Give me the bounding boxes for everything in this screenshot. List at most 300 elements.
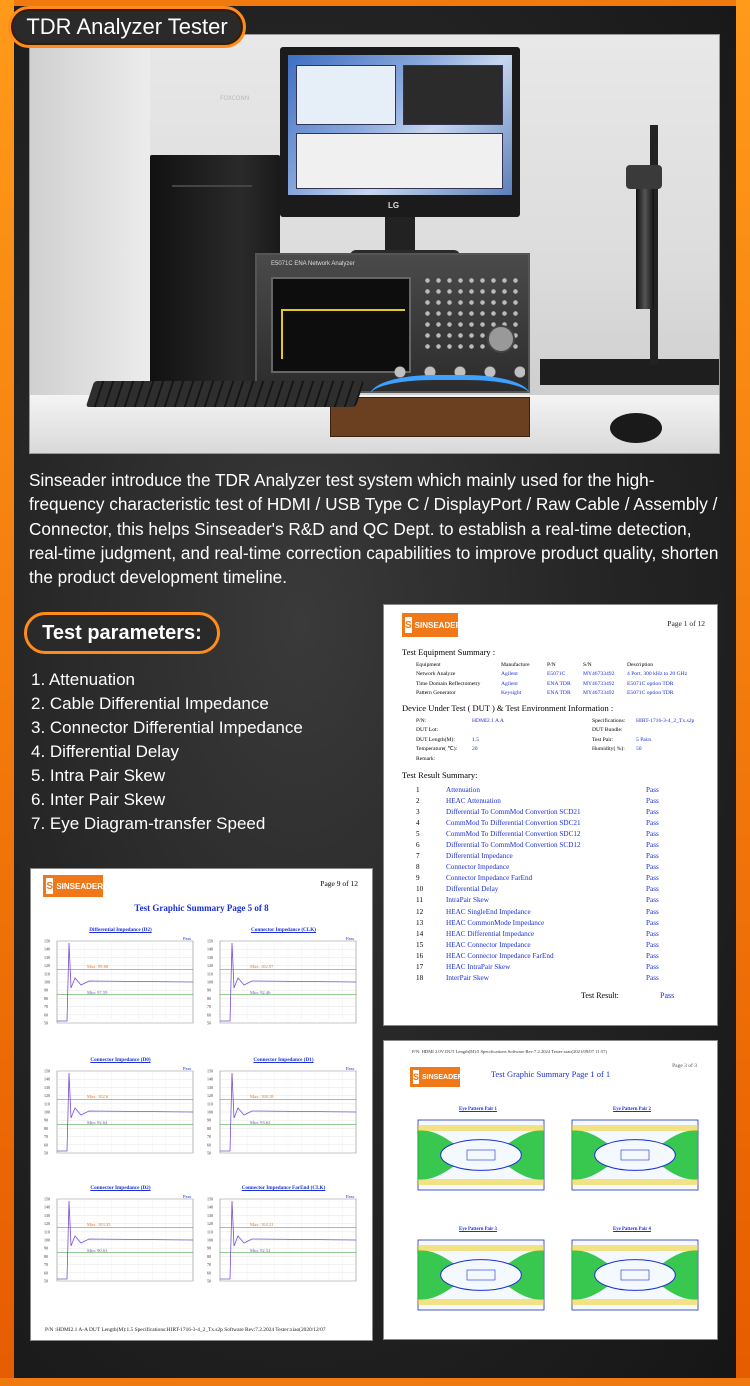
table-cell: Connector Impedance FarEnd — [446, 874, 533, 883]
frame-bottom — [0, 1378, 750, 1386]
y-tick-label: 140 — [44, 1204, 50, 1210]
y-tick-label: 100 — [44, 1237, 50, 1243]
eye-rail — [418, 1179, 544, 1185]
y-tick-label: 110 — [207, 1229, 213, 1235]
result-row — [414, 962, 684, 973]
y-tick-label: 90 — [207, 1117, 211, 1123]
y-tick-label: 100 — [44, 1109, 50, 1115]
pass-badge: Pass — [646, 918, 659, 927]
table-cell: Temperature( ℃): — [416, 746, 458, 753]
min-marker-label: Min: 93.62 — [250, 1120, 271, 1125]
eye-rail — [418, 1299, 544, 1305]
result-row — [414, 806, 684, 817]
table-cell: E5071C — [547, 671, 566, 678]
eye-diagram-title: Eye Pattern Pair 4 — [613, 1227, 651, 1232]
table-cell: IntraPair Skew — [446, 896, 489, 905]
max-marker-label: Max: 108.18 — [250, 1094, 274, 1099]
params-title: Test parameters: — [24, 612, 220, 654]
eye-diagram-title: Eye Pattern Pair 3 — [459, 1227, 497, 1232]
y-tick-label: 80 — [207, 1253, 211, 1259]
chart-plot — [206, 1065, 361, 1175]
y-tick-label: 140 — [207, 946, 213, 952]
result-row — [414, 895, 684, 906]
eye-diagram-title: Eye Pattern Pair 1 — [459, 1107, 497, 1112]
impedance-chart — [43, 1057, 198, 1177]
eye-opening — [595, 1260, 676, 1291]
report-header-line: P/N: HDMI 2.0V DUT Length(M):5 Specifications Software Rev:7.2.2024 Tester:xiao(2021/09/07 11:57) — [412, 1049, 607, 1054]
dut-heading: Device Under Test ( DUT ) & Test Environment Information : — [402, 703, 614, 713]
y-tick-label: 120 — [207, 1221, 213, 1227]
table-cell: 4 Port, 300 kHz to 20 GHz — [627, 671, 688, 678]
eye-plot — [562, 1234, 702, 1334]
monitor-brand: LG — [388, 201, 400, 210]
y-tick-label: 120 — [207, 963, 213, 969]
equipment-table — [414, 660, 705, 698]
table-row — [414, 689, 705, 699]
chart-plot — [206, 935, 361, 1045]
pass-badge: Pass — [646, 974, 659, 983]
result-row — [414, 884, 684, 895]
result-row — [414, 795, 684, 806]
eye-plot — [408, 1114, 548, 1214]
eye-rail — [572, 1299, 698, 1305]
y-tick-label: 90 — [44, 1117, 48, 1123]
y-tick-label: 100 — [207, 1109, 213, 1115]
frame-left — [0, 0, 14, 1386]
table-row — [414, 670, 705, 680]
table-cell: 3 — [416, 807, 420, 816]
result-row — [414, 928, 684, 939]
table-row — [414, 745, 696, 755]
pass-badge: Pass — [646, 907, 659, 916]
equipment-photo — [29, 34, 720, 454]
table-row — [414, 679, 705, 689]
table-cell: DUT Lot: — [416, 727, 439, 734]
table-cell: HEAC Differential Impedance — [446, 929, 535, 938]
table-cell: Agilent — [501, 680, 518, 687]
table-cell: 14 — [416, 929, 424, 938]
chart-title: Connector Impedance (CLK) — [250, 927, 317, 933]
pass-badge: Pass — [646, 852, 659, 861]
result-row — [414, 939, 684, 950]
mouse — [610, 413, 662, 443]
table-cell: DUT Length(M): — [416, 736, 455, 743]
table-cell: 4 — [416, 818, 420, 827]
y-tick-label: 130 — [207, 1212, 213, 1218]
table-row — [414, 735, 696, 745]
table-cell: CommMod To Differential Convertion SDC12 — [446, 829, 581, 838]
table-cell: HEAC IntraPair Skew — [446, 963, 511, 972]
pass-badge: Pass — [646, 863, 659, 872]
pass-badge: Pass — [646, 818, 659, 827]
y-tick-label: 90 — [44, 1245, 48, 1251]
pass-badge: Pass — [646, 929, 659, 938]
y-tick-label: 140 — [207, 1204, 213, 1210]
table-cell: 17 — [416, 963, 424, 972]
table-cell: HIRT-1716-3-4_2_Tx.s2p — [636, 717, 695, 724]
table-cell — [634, 726, 696, 736]
table-cell: ENA TDR — [547, 690, 571, 697]
eye-opening — [595, 1140, 676, 1171]
chart-plot — [43, 1193, 198, 1303]
min-marker-label: Min: 92.52 — [250, 1248, 271, 1253]
y-tick-label: 70 — [44, 1004, 48, 1010]
table-cell: MY46733492 — [583, 690, 615, 697]
equipment-header-cell: Description — [627, 661, 654, 668]
keyboard — [86, 381, 364, 407]
test-fixture-board — [330, 397, 530, 437]
y-tick-label: 130 — [207, 1084, 213, 1090]
chart-title: Differential Impedance (D2) — [89, 927, 152, 933]
y-tick-label: 60 — [207, 1012, 211, 1018]
min-marker-label: Min: 92.46 — [250, 990, 271, 995]
eye-opening — [441, 1260, 522, 1291]
eye-rail — [572, 1179, 698, 1185]
result-row — [414, 839, 684, 850]
pass-badge: Pass — [646, 841, 659, 850]
y-tick-label: 150 — [207, 938, 213, 944]
result-heading: Test Result Summary: — [402, 770, 478, 780]
frame-right — [736, 0, 750, 1386]
y-tick-label: 80 — [207, 1125, 211, 1131]
screen-window — [296, 133, 503, 189]
y-tick-label: 150 — [207, 1068, 213, 1074]
table-row — [414, 754, 696, 764]
max-marker-label: Max: 103.35 — [87, 1222, 111, 1227]
test-graphic-report — [30, 868, 373, 1341]
y-tick-label: 70 — [207, 1262, 211, 1268]
pass-label: Pass — [346, 1194, 355, 1199]
dut-table — [414, 716, 696, 764]
table-cell: InterPair Skew — [446, 974, 489, 983]
table-cell: Differential To CommMod Convertion SCD21 — [446, 807, 581, 816]
table-cell: Attenuation — [446, 785, 480, 794]
table-cell: HEAC Attenuation — [446, 796, 501, 805]
microscope-base — [540, 359, 720, 385]
table-cell: 8 — [416, 863, 420, 872]
table-cell: 12 — [416, 907, 424, 916]
y-tick-label: 60 — [207, 1270, 211, 1276]
chart-title: Connector Impedance (D1) — [253, 1057, 314, 1063]
equipment-header-cell: S/N — [583, 661, 592, 668]
y-tick-label: 140 — [207, 1076, 213, 1082]
analyzer-trace — [281, 309, 405, 311]
eye-rail — [418, 1245, 544, 1251]
eye-plot — [562, 1114, 702, 1214]
y-tick-label: 110 — [207, 971, 213, 977]
chart-title: Connector Impedance (D0) — [90, 1057, 151, 1063]
impedance-chart — [206, 1057, 361, 1177]
y-tick-label: 130 — [44, 954, 50, 960]
table-cell: 5 — [416, 829, 420, 838]
y-tick-label: 150 — [207, 1196, 213, 1202]
table-cell — [590, 754, 634, 764]
y-tick-label: 60 — [44, 1270, 48, 1276]
table-cell: Keysight — [501, 690, 522, 697]
y-tick-label: 70 — [44, 1134, 48, 1140]
tower-vent — [172, 185, 252, 187]
param-item: 1. Attenuation — [31, 670, 135, 689]
logo-text: SINSEADER — [414, 620, 462, 630]
eye-rail — [572, 1245, 698, 1251]
eye-plot — [408, 1234, 548, 1334]
table-cell: 6 — [416, 841, 420, 850]
table-row — [414, 716, 696, 726]
param-item: 2. Cable Differential Impedance — [31, 694, 269, 713]
chart-plot — [206, 1193, 361, 1303]
y-tick-label: 110 — [44, 1101, 50, 1107]
pass-badge: Pass — [646, 785, 659, 794]
table-cell: HEAC CommonMode Impedance — [446, 918, 545, 927]
y-tick-label: 90 — [207, 987, 211, 993]
y-tick-label: 50 — [207, 1278, 211, 1284]
impedance-chart — [43, 927, 198, 1047]
result-row — [414, 906, 684, 917]
eye-rail — [572, 1125, 698, 1131]
y-tick-label: 50 — [207, 1020, 211, 1026]
page-title: TDR Analyzer Tester — [8, 6, 246, 48]
y-tick-label: 60 — [44, 1012, 48, 1018]
eye-diagram — [408, 1107, 548, 1217]
table-cell: Connector Impedance — [446, 863, 510, 872]
y-tick-label: 90 — [207, 1245, 211, 1251]
y-tick-label: 150 — [44, 938, 50, 944]
y-tick-label: 50 — [207, 1150, 211, 1156]
impedance-chart — [206, 927, 361, 1047]
max-marker-label: Max: 102.6 — [87, 1094, 109, 1099]
table-cell: HEAC SingleEnd Impedance — [446, 907, 531, 916]
pass-badge: Pass — [646, 963, 659, 972]
min-marker-label: Min: 90.63 — [87, 1248, 108, 1253]
y-tick-label: 70 — [44, 1262, 48, 1268]
y-tick-label: 60 — [44, 1142, 48, 1148]
pass-label: Pass — [183, 1194, 192, 1199]
impedance-chart — [206, 1185, 361, 1305]
pass-label: Pass — [346, 1066, 355, 1071]
y-tick-label: 110 — [44, 1229, 50, 1235]
table-cell: 1 — [416, 785, 420, 794]
y-tick-label: 80 — [44, 1125, 48, 1131]
pass-label: Pass — [346, 936, 355, 941]
result-row — [414, 817, 684, 828]
eye-diagram — [562, 1227, 702, 1337]
pass-badge: Pass — [646, 874, 659, 883]
min-marker-label: Min: 92.64 — [87, 1120, 108, 1125]
page-number: Page 3 of 3 — [672, 1063, 697, 1069]
table-cell: Network Analyze — [416, 671, 456, 678]
table-cell: Differential Impedance — [446, 852, 513, 861]
y-tick-label: 50 — [44, 1020, 48, 1026]
pass-badge: Pass — [646, 940, 659, 949]
y-tick-label: 80 — [207, 995, 211, 1001]
table-cell: CommMod To Differential Convertion SDC21 — [446, 818, 581, 827]
logo-text: SINSEADER — [422, 1073, 463, 1081]
equipment-header-cell: Manufacture — [501, 661, 530, 668]
microscope-lens — [636, 189, 654, 309]
y-tick-label: 110 — [44, 971, 50, 977]
y-tick-label: 60 — [207, 1142, 211, 1148]
result-row — [414, 851, 684, 862]
table-cell: 11 — [416, 896, 423, 905]
y-tick-label: 50 — [44, 1150, 48, 1156]
table-cell — [470, 754, 590, 764]
table-cell: Time Domain Reflectometry — [416, 680, 481, 687]
y-tick-label: 150 — [44, 1196, 50, 1202]
analyzer-knob — [487, 325, 515, 353]
monitor-screen — [288, 55, 512, 195]
final-result-label: Test Result: — [581, 991, 619, 1000]
logo-mark-icon: S — [405, 617, 412, 633]
test-report-summary — [383, 604, 718, 1026]
logo-text: SINSEADER — [56, 881, 103, 891]
y-tick-label: 70 — [207, 1004, 211, 1010]
table-cell: 5 Pairs — [636, 736, 652, 743]
y-tick-label: 70 — [207, 1134, 211, 1140]
result-row — [414, 950, 684, 961]
y-tick-label: 150 — [44, 1068, 50, 1074]
y-tick-label: 80 — [44, 1253, 48, 1259]
page-number: Page 1 of 12 — [667, 619, 705, 628]
pass-badge: Pass — [646, 807, 659, 816]
param-item: 7. Eye Diagram-transfer Speed — [31, 814, 266, 833]
table-cell: 9 — [416, 874, 420, 883]
max-marker-label: Max: 99.68 — [87, 964, 109, 969]
impedance-chart — [43, 1185, 198, 1305]
table-cell: Remark: — [416, 755, 436, 762]
y-tick-label: 140 — [44, 946, 50, 952]
table-cell: Differential Delay — [446, 885, 499, 894]
max-marker-label: Max: 104.21 — [250, 1222, 274, 1227]
pass-badge: Pass — [646, 951, 659, 960]
pass-badge: Pass — [646, 896, 659, 905]
params-list — [31, 668, 361, 836]
screen-window — [296, 65, 396, 125]
table-cell: Specifications: — [592, 717, 626, 724]
param-item: 3. Connector Differential Impedance — [31, 718, 303, 737]
table-cell — [634, 754, 696, 764]
table-cell: Pattern Generator — [416, 690, 456, 697]
eye-opening — [441, 1140, 522, 1171]
y-tick-label: 120 — [44, 963, 50, 969]
param-item: 6. Inter Pair Skew — [31, 790, 166, 809]
sinseader-logo — [402, 613, 462, 637]
table-cell: 1.5 — [472, 736, 479, 743]
pass-badge: Pass — [646, 796, 659, 805]
sinseader-logo — [43, 875, 103, 897]
result-row — [414, 784, 684, 795]
monitor — [280, 47, 520, 217]
table-cell: DUT Bundle: — [592, 727, 623, 734]
chart-title: Connector Impedance FarEnd (CLK) — [241, 1185, 326, 1191]
table-cell: E5071C option TDR — [627, 690, 674, 697]
analyzer-label: E5071C ENA Network Analyzer — [271, 261, 355, 267]
pc-brand: FOXCONN — [220, 95, 250, 102]
table-row — [414, 726, 696, 736]
table-cell: 13 — [416, 918, 424, 927]
report-title: Test Graphic Summary Page 5 of 8 — [134, 903, 269, 913]
y-tick-label: 140 — [44, 1076, 50, 1082]
report-footer: P/N :HDMI2.1 A-A DUT Length(M):1.5 Specifications:HIRT-1716-3-4_2_Tx.s2p Software Rev:7.2.2024 Tester:xiao(2020/12/07 — [45, 1327, 326, 1333]
result-row — [414, 828, 684, 839]
table-cell: 15 — [416, 940, 424, 949]
table-cell: 2 — [416, 796, 420, 805]
table-cell: MY46733492 — [583, 680, 615, 687]
table-cell — [470, 726, 590, 736]
table-cell: HEAC Connector Impedance FarEnd — [446, 951, 554, 960]
y-tick-label: 130 — [207, 954, 213, 960]
table-cell: HDMI2.1 A A — [472, 717, 504, 724]
y-tick-label: 90 — [44, 987, 48, 993]
table-cell: Differential To CommMod Convertion SCD12 — [446, 841, 581, 850]
param-item: 5. Intra Pair Skew — [31, 766, 166, 785]
result-row — [414, 862, 684, 873]
table-cell: Agilent — [501, 671, 518, 678]
eye-diagram — [408, 1227, 548, 1337]
y-tick-label: 80 — [44, 995, 48, 1001]
logo-mark-icon: S — [46, 878, 53, 894]
final-result-value: Pass — [660, 991, 675, 1000]
chart-plot — [43, 1065, 198, 1175]
min-marker-label: Min: 97.59 — [87, 990, 108, 995]
eye-rail — [418, 1125, 544, 1131]
table-cell: 16 — [416, 951, 424, 960]
analyzer-trace — [281, 309, 283, 359]
y-tick-label: 120 — [44, 1221, 50, 1227]
eye-diagram — [562, 1107, 702, 1217]
max-marker-label: Max: 102.97 — [250, 964, 274, 969]
screen-window — [403, 65, 503, 125]
result-row — [414, 973, 684, 984]
table-cell: 7 — [416, 852, 420, 861]
intro-text: Sinseader introduce the TDR Analyzer test system which mainly used for the high-frequency characteristic test of HDMI / USB Type C / DisplayPort / Raw Cable / Assembly / Connector, this helps Sinseader's R&D and QC Dept. to establish a real-time detection, real-time judgment, and real-time correction capabilities to improve product quality, shorten the product development timeline. — [29, 470, 719, 588]
table-cell: ENA TDR — [547, 680, 571, 687]
equipment-header-cell: Equipment — [416, 661, 441, 668]
result-row — [414, 873, 684, 884]
chart-title: Connector Impedance (D2) — [90, 1185, 151, 1191]
equipment-header-row — [414, 660, 705, 670]
pass-label: Pass — [183, 936, 192, 941]
table-cell: E5071C option TDR — [627, 680, 674, 687]
result-row — [414, 917, 684, 928]
chart-plot — [43, 935, 198, 1045]
pass-label: Pass — [183, 1066, 192, 1071]
table-cell: Test Pair: — [592, 736, 614, 743]
pass-badge: Pass — [646, 829, 659, 838]
table-cell: P/N: — [416, 717, 427, 724]
y-tick-label: 110 — [207, 1101, 213, 1107]
pass-badge: Pass — [646, 885, 659, 894]
report-title: Test Graphic Summary Page 1 of 1 — [490, 1069, 611, 1079]
equipment-header-cell: P/N — [547, 661, 556, 668]
table-cell: 10 — [416, 885, 424, 894]
page-number: Page 9 of 12 — [320, 879, 358, 888]
y-tick-label: 100 — [207, 1237, 213, 1243]
table-cell: 20 — [472, 746, 478, 753]
logo-mark-icon: S — [413, 1072, 420, 1082]
table-cell: HEAC Connector Impedance — [446, 940, 531, 949]
equipment-heading: Test Equipment Summary : — [402, 647, 496, 657]
y-tick-label: 130 — [44, 1084, 50, 1090]
y-tick-label: 120 — [44, 1093, 50, 1099]
table-cell: MY46733492 — [583, 671, 615, 678]
eye-diagram-title: Eye Pattern Pair 2 — [613, 1107, 651, 1112]
y-tick-label: 120 — [207, 1093, 213, 1099]
table-cell: 50 — [636, 746, 642, 753]
y-tick-label: 100 — [207, 979, 213, 985]
y-tick-label: 130 — [44, 1212, 50, 1218]
y-tick-label: 50 — [44, 1278, 48, 1284]
y-tick-label: 100 — [44, 979, 50, 985]
